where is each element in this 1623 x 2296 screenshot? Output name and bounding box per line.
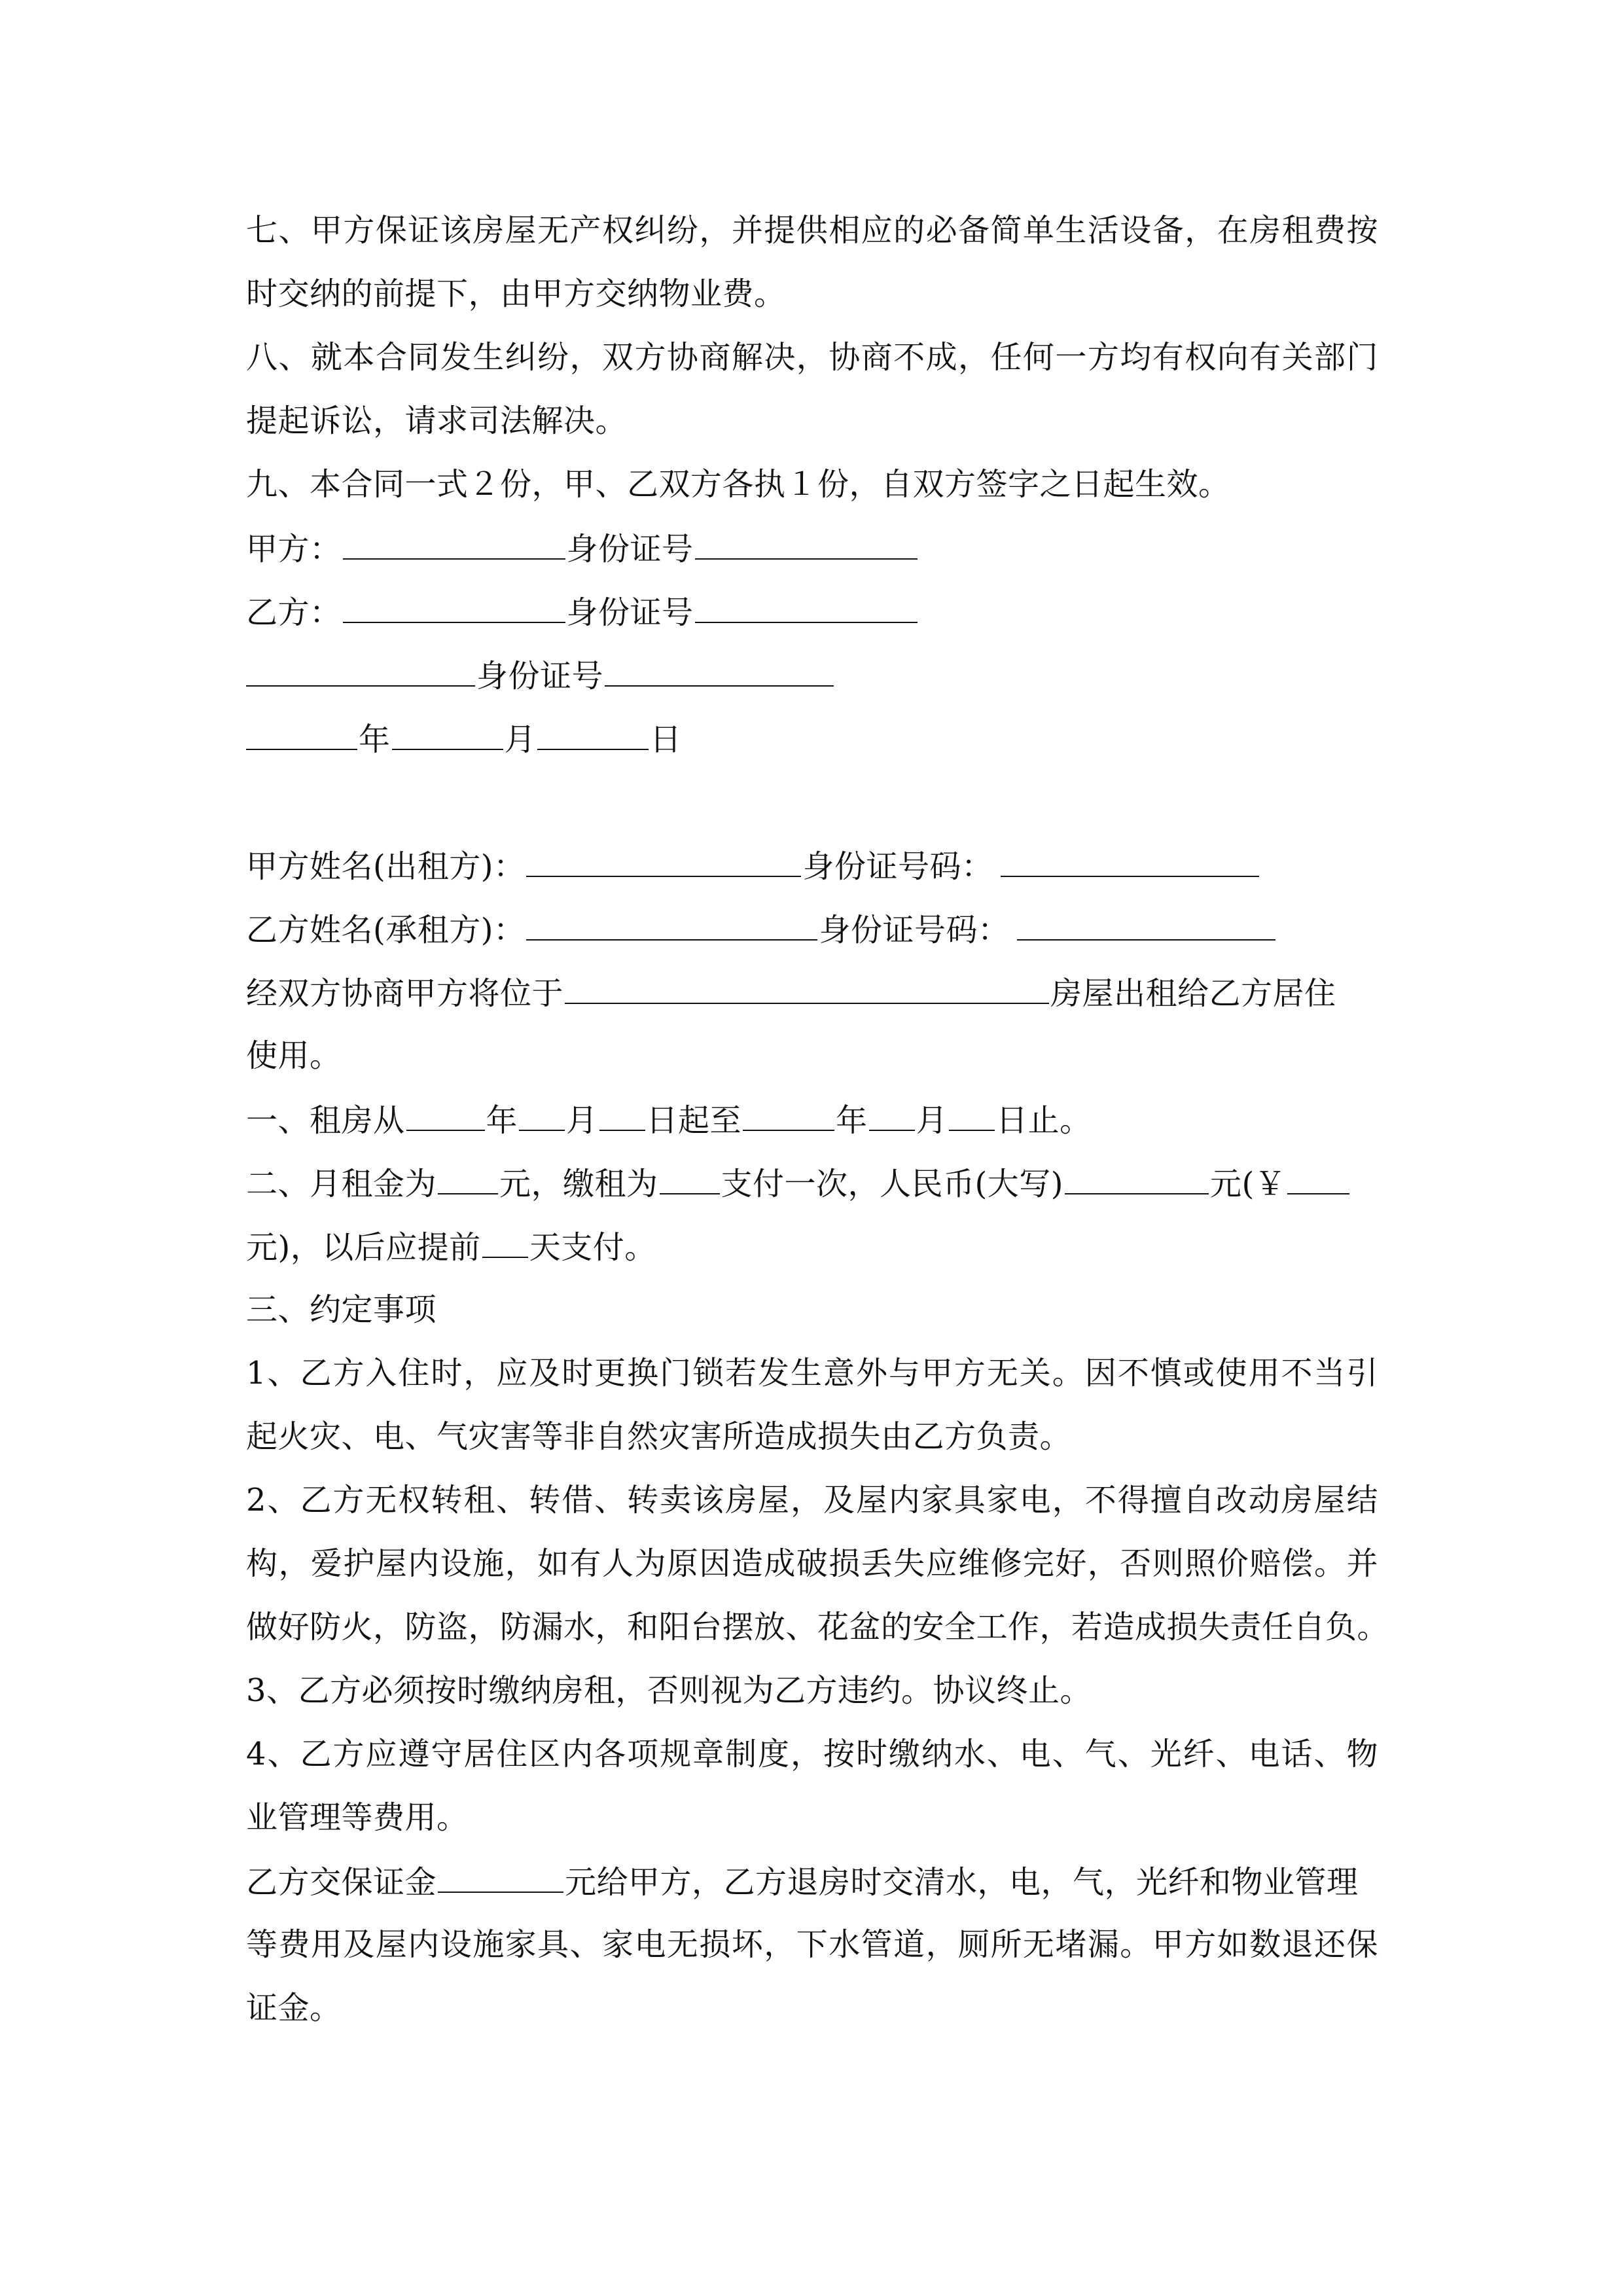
monthly-rent-blank[interactable] bbox=[438, 1163, 498, 1194]
rent-prefix: 二、月租金为 bbox=[246, 1166, 437, 1202]
item-4-line-1: 4、乙方应遵守居住区内各项规章制度，按时缴纳水、电、气、光纤、电话、物 bbox=[246, 1736, 1378, 1772]
third-name-blank[interactable] bbox=[246, 655, 475, 687]
clause-8-line-2: 提起诉讼，请求司法解决。 bbox=[246, 403, 628, 439]
rent-yuan-label: 元，缴租为 bbox=[499, 1166, 658, 1202]
deposit-row-3: 证金。 bbox=[246, 1990, 342, 2026]
term-row bbox=[246, 1100, 1378, 1139]
rent-amount-words-blank[interactable] bbox=[1065, 1163, 1209, 1194]
item-1-line-2: 起火灾、电、气灾害等非自然灾害所造成损失由乙方负责。 bbox=[246, 1418, 1072, 1455]
term-from-label: 日起至 bbox=[646, 1102, 742, 1139]
term-start-day-blank[interactable] bbox=[599, 1100, 645, 1131]
party-a-id-blank[interactable] bbox=[695, 528, 918, 560]
party-b-label: 乙方： bbox=[246, 594, 342, 631]
rent-amount-number-blank[interactable] bbox=[1287, 1163, 1349, 1194]
term-year-label: 年 bbox=[486, 1102, 518, 1139]
payment-period-blank[interactable] bbox=[660, 1163, 720, 1194]
party-a-name-blank[interactable] bbox=[343, 528, 565, 560]
date-month-label: 月 bbox=[504, 721, 537, 758]
third-signature-row bbox=[246, 655, 1378, 694]
date-day-label: 日 bbox=[650, 721, 682, 758]
tenant-name-blank[interactable] bbox=[526, 909, 817, 941]
rent-line2-prefix: 元)，以后应提前 bbox=[246, 1229, 481, 1266]
location-prefix: 经双方协商甲方将位于 bbox=[246, 975, 564, 1012]
term-end-day-blank[interactable] bbox=[949, 1100, 995, 1131]
deposit-amount-blank[interactable] bbox=[438, 1861, 563, 1893]
term-end-month-blank[interactable] bbox=[869, 1100, 915, 1131]
landlord-label: 甲方姓名(出租方)： bbox=[246, 848, 526, 885]
item-2-line-2: 构，爱护屋内设施，如有人为原因造成破损丢失应维修完好，否则照价赔偿。并 bbox=[246, 1545, 1378, 1582]
item-2-line-3: 做好防火，防盗，防漏水，和阳台摆放、花盆的安全工作，若造成损失责任自负。 bbox=[246, 1609, 1389, 1645]
rent-line2-suffix: 天支付。 bbox=[529, 1229, 656, 1266]
rent-cny-label: 元(￥ bbox=[1210, 1166, 1287, 1202]
location-row bbox=[246, 973, 1378, 1012]
deposit-prefix: 乙方交保证金 bbox=[246, 1864, 437, 1901]
date-day-blank[interactable] bbox=[537, 719, 649, 750]
clause-7-line-2: 时交纳的前提下，由甲方交纳物业费。 bbox=[246, 276, 786, 312]
signature-date-row bbox=[246, 719, 1378, 758]
third-id-label: 身份证号 bbox=[476, 658, 604, 694]
rent-row-2 bbox=[246, 1227, 1378, 1266]
item-4-line-2: 业管理等费用。 bbox=[246, 1799, 469, 1836]
party-b-id-blank[interactable] bbox=[695, 592, 918, 623]
landlord-id-label: 身份证号码： bbox=[802, 848, 993, 885]
date-year-blank[interactable] bbox=[246, 719, 357, 750]
term-month-label-2: 月 bbox=[916, 1102, 948, 1139]
agreed-items-title: 三、约定事项 bbox=[246, 1291, 437, 1328]
property-location-blank[interactable] bbox=[565, 973, 1049, 1004]
landlord-name-blank[interactable] bbox=[526, 846, 801, 877]
landlord-id-blank[interactable] bbox=[1001, 846, 1259, 877]
advance-days-blank[interactable] bbox=[482, 1227, 528, 1258]
date-year-label: 年 bbox=[359, 721, 391, 758]
pay-once-label: 支付一次，人民币(大写) bbox=[721, 1166, 1063, 1202]
party-a-signature-row bbox=[246, 528, 1378, 567]
tenant-id-label: 身份证号码： bbox=[819, 912, 1010, 948]
item-2-line-1: 2、乙方无权转租、转借、转卖该房屋，及屋内家具家电，不得擅自改动房屋结 bbox=[246, 1482, 1378, 1518]
term-month-label: 月 bbox=[566, 1102, 598, 1139]
deposit-suffix: 元给甲方，乙方退房时交清水，电，气，光纤和物业管理 bbox=[565, 1864, 1359, 1901]
party-a-label: 甲方： bbox=[246, 531, 342, 567]
clause-7-line-1: 七、甲方保证该房屋无产权纠纷，并提供相应的必备简单生活设备，在房租费按 bbox=[246, 212, 1378, 249]
location-cont: 使用。 bbox=[246, 1037, 342, 1074]
tenant-label: 乙方姓名(承租方)： bbox=[246, 912, 526, 948]
clause-9-line-1: 九、本合同一式２份，甲、乙双方各执１份，自双方签字之日起生效。 bbox=[246, 466, 1230, 503]
term-prefix: 一、租房从 bbox=[246, 1102, 405, 1139]
term-end-year-blank[interactable] bbox=[743, 1100, 834, 1131]
party-a-id-label: 身份证号 bbox=[566, 531, 694, 567]
term-start-month-blank[interactable] bbox=[519, 1100, 565, 1131]
term-start-year-blank[interactable] bbox=[406, 1100, 485, 1131]
tenant-row bbox=[246, 909, 1378, 948]
party-b-id-label: 身份证号 bbox=[566, 594, 694, 631]
item-1-line-1: 1、乙方入住时，应及时更换门锁若发生意外与甲方无关。因不慎或使用不当引 bbox=[246, 1355, 1378, 1391]
rent-row-1 bbox=[246, 1163, 1378, 1202]
term-to-label: 日止。 bbox=[996, 1102, 1092, 1139]
deposit-row-1 bbox=[246, 1861, 1378, 1901]
party-b-name-blank[interactable] bbox=[343, 592, 565, 623]
third-id-blank[interactable] bbox=[605, 655, 834, 687]
clause-8-line-1: 八、就本合同发生纠纷，双方协商解决，协商不成，任何一方均有权向有关部门 bbox=[246, 339, 1378, 376]
landlord-row bbox=[246, 846, 1378, 885]
date-month-blank[interactable] bbox=[392, 719, 503, 750]
term-year-label-2: 年 bbox=[836, 1102, 868, 1139]
item-3-line-1: 3、乙方必须按时缴纳房租，否则视为乙方违约。协议终止。 bbox=[246, 1672, 1092, 1709]
tenant-id-blank[interactable] bbox=[1017, 909, 1275, 941]
deposit-row-2: 等费用及屋内设施家具、家电无损坏，下水管道，厕所无堵漏。甲方如数退还保 bbox=[246, 1926, 1378, 1963]
location-suffix: 房屋出租给乙方居住 bbox=[1050, 975, 1336, 1012]
party-b-signature-row bbox=[246, 592, 1378, 631]
